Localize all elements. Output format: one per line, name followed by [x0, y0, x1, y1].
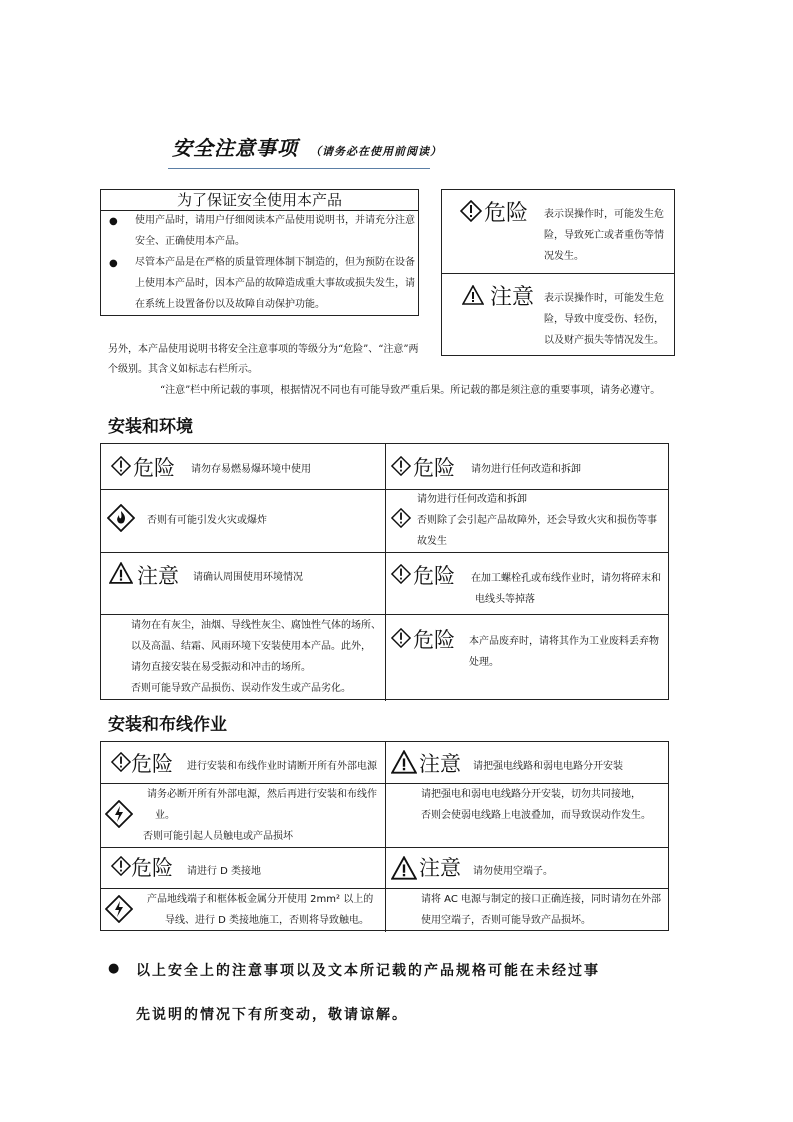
danger-label: 危险: [133, 456, 175, 480]
env-r3-right-text: 在加工螺栓孔或布线作业时，请勿将碎末和 电线头等掉落: [471, 573, 661, 605]
danger-icon: [111, 856, 131, 876]
intro-box: [100, 189, 419, 316]
intro-bullet-2: 尽管本产品是在严格的质量管理体制下制造的，但为预防在设备 上使用本产品时，因本产品的故障造成重大事故或损失发生，请 在系统上设置备份以及故障自动保护功能。: [135, 257, 415, 310]
caution-icon: [109, 562, 133, 584]
caution-icon: [462, 285, 484, 305]
wire-r2-left-text: 请务必断开所有外部电源，然后再进行安装和布线作 业。 否则可能引起人员触电或产品损坏: [143, 789, 377, 842]
danger-icon: [111, 752, 131, 772]
environment-table: [100, 443, 669, 700]
danger-icon: [391, 456, 411, 476]
title-underline: [168, 168, 430, 169]
danger-label: 危险: [413, 456, 455, 480]
env-r3-left-text: 请确认周围使用环境情况: [193, 572, 303, 583]
danger-label: 危险: [413, 628, 455, 652]
danger-icon: [460, 200, 482, 222]
bullet-dot: ●: [109, 258, 118, 269]
env-r4-left-text: 请勿在有灰尘，油烟、导线性灰尘、腐蚀性气体的场所、 以及高温、结霜、风雨环境下安装使用本产品。此外， 请勿直接安装在易受振动和冲击的场所。 否则可能导致产品损伤、误动作发生或产品劣化。: [131, 620, 381, 694]
env-r4-right-text: 本产品废弃时，请将其作为工业废料丢弃物 处理。: [469, 636, 659, 668]
wire-r4-right-text: 请将 AC 电源与制定的接口正确连接，同时请勿在外部 使用空端子，否则可能导致产品损坏。: [421, 894, 662, 926]
danger-label: 危险: [413, 564, 455, 588]
footer-line-1: 以上安全上的注意事项以及文本所记载的产品规格可能在未经过事: [136, 963, 600, 979]
env-r2-right-text: 请勿进行任何改造和拆卸 否则除了会引起产品故障外，还会导致火灾和损伤等事 故发生: [417, 494, 657, 547]
note-line-2: 个级别。其含义如标志右栏所示。: [108, 364, 258, 375]
page-title: 安全注意事项 （请务必在使用前阅读）: [172, 136, 442, 160]
wire-r3-right-text: 请勿使用空端子。: [473, 866, 553, 877]
note-line-1: 另外，本产品使用说明书将安全注意事项的等级分为“危险”、“注意”两: [108, 344, 419, 355]
wire-r1-left-text: 进行安装和布线作业时请断开所有外部电源: [187, 761, 377, 772]
caution-icon: [391, 750, 417, 774]
legend-danger-text: 表示误操作时，可能发生危 险，导致死亡或者重伤等情 况发生。: [544, 209, 664, 262]
legend-danger-label: 危险: [484, 201, 529, 226]
legend-divider: [442, 273, 674, 274]
danger-icon: [391, 628, 411, 648]
wire-r1-right-text: 请把强电线路和弱电电路分开安装: [473, 761, 623, 772]
caution-label: 注意: [419, 856, 461, 880]
section-heading-environment: 安装和环境: [108, 417, 193, 437]
shock-icon: [105, 800, 133, 828]
page-subtitle: （请务必在使用前阅读）: [310, 145, 442, 158]
danger-label: 危险: [131, 752, 173, 776]
wire-r4-left-text: 产品地线端子和框体板金属分开使用 2mm² 以上的 导线、进行 D 类接地施工，否则将导致触电。: [147, 894, 374, 926]
danger-label: 危险: [131, 856, 173, 880]
intro-heading: 为了保证安全使用本产品: [101, 190, 418, 211]
fire-icon: [107, 504, 135, 532]
legend-caution-label: 注意: [490, 285, 535, 310]
wire-r3-left-text: 请进行 D 类接地: [187, 866, 262, 877]
danger-icon: [391, 564, 411, 584]
caution-label: 注意: [419, 752, 461, 776]
bullet-dot: ●: [108, 961, 120, 976]
env-r2-left-text: 否则有可能引发火灾或爆炸: [147, 515, 267, 526]
legend-box: [441, 189, 675, 356]
section-heading-wiring: 安装和布线作业: [108, 715, 227, 735]
intro-bullet-1: 使用产品时，请用户仔细阅读本产品使用说明书，并请充分注意 安全、正确使用本产品。: [135, 215, 415, 247]
danger-icon: [111, 456, 131, 476]
footer-line-2: 先说明的情况下有所变动，敬请谅解。: [136, 1007, 408, 1023]
wiring-table: [100, 741, 669, 931]
caution-icon: [391, 856, 417, 880]
shock-icon: [105, 895, 133, 923]
wire-r2-right-text: 请把强电和弱电电线路分开安装，切勿共同接地， 否则会使弱电线路上电波叠加，而导致误动作发生。: [421, 789, 651, 821]
bullet-dot: ●: [109, 216, 118, 227]
note-line-3: “注意”栏中所记载的事项，根据情况不同也有可能导致严重后果。所记载的都是须注意的重要事项，请务必遵守。: [160, 385, 661, 396]
caution-label: 注意: [137, 564, 179, 588]
env-r1-right-text: 请勿进行任何改造和拆卸: [471, 464, 581, 475]
env-r1-left-text: 请勿存易燃易爆环境中使用: [191, 464, 311, 475]
danger-icon: [391, 508, 411, 528]
legend-caution-text: 表示误操作时，可能发生危 险，导致中度受伤、轻伤， 以及财产损失等情况发生。: [544, 293, 664, 346]
